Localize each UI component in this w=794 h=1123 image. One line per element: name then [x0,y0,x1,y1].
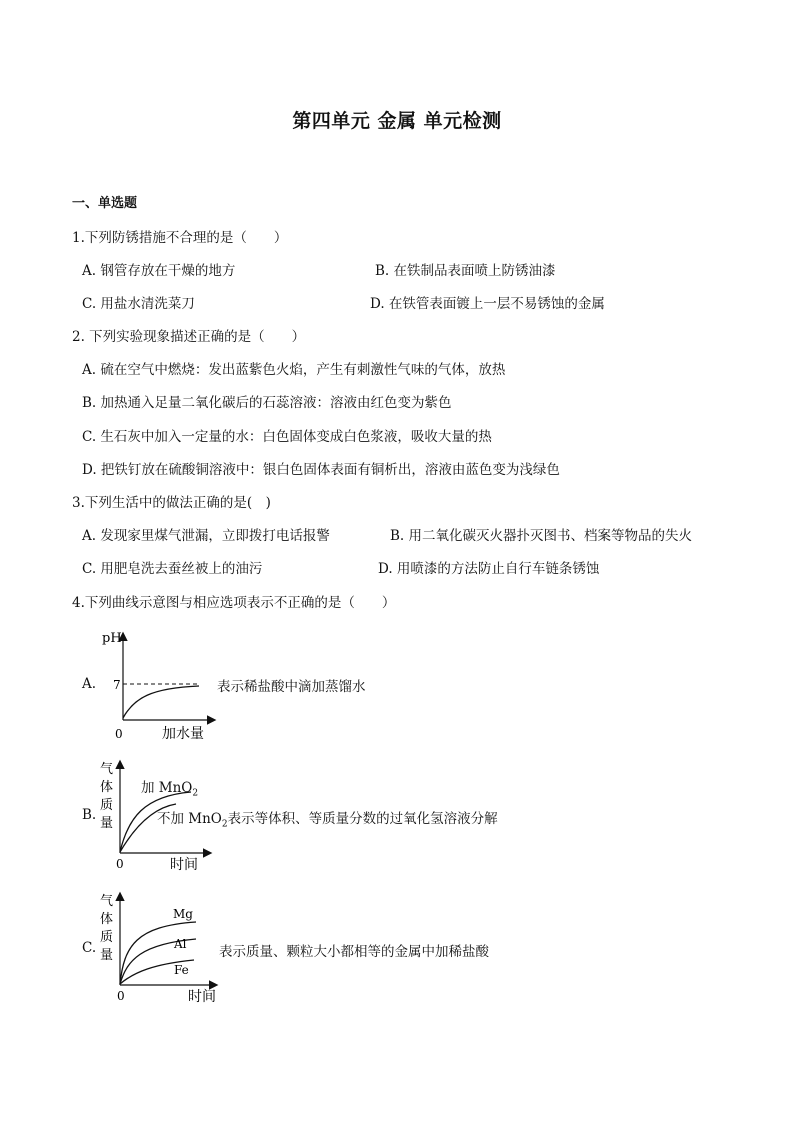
page-title: 第四单元 金属 单元检测 [292,110,502,132]
graph-a-ylabel: pH [102,631,122,646]
question-2-stem: 2. 下列实验现象描述正确的是（ ） [72,329,306,345]
question-2-option-b[interactable]: B. 加热通入足量二氧化碳后的石蕊溶液：溶液由红色变为紫色 [82,395,452,411]
svg-text:气: 气 [100,894,114,909]
question-3-option-a[interactable]: A. 发现家里煤气泄漏，立即拨打电话报警 [82,528,330,544]
question-3-option-c[interactable]: C. 用肥皂洗去蚕丝被上的油污 [82,561,263,577]
svg-text:质: 质 [100,930,114,945]
question-1-option-d[interactable]: D. 在铁管表面镀上一层不易锈蚀的金属 [370,296,605,312]
graph-a [96,622,226,744]
svg-text:气: 气 [100,762,114,777]
question-1-option-a[interactable]: A. 钢管存放在干燥的地方 [82,263,236,279]
question-4-option-a-letter[interactable]: A. [82,676,97,692]
graph-c-xlabel: 时间 [188,989,216,1005]
graph-c-ylabel [100,894,113,963]
graph-b-origin: 0 [116,857,124,871]
question-2-option-c[interactable]: C. 生石灰中加入一定量的水：白色固体变成白色浆液，吸收大量的热 [82,429,492,445]
question-2-option-a[interactable]: A. 硫在空气中燃烧：发出蓝紫色火焰，产生有刺激性气味的气体，放热 [82,362,506,378]
section-heading: 一、单选题 [72,196,138,211]
svg-text:量: 量 [100,948,114,963]
question-2-option-d[interactable]: D. 把铁钉放在硫酸铜溶液中：银白色固体表面有铜析出，溶液由蓝色变为浅绿色 [82,462,560,478]
question-4-stem: 4.下列曲线示意图与相应选项表示不正确的是（ ） [72,595,396,611]
question-1-stem: 1.下列防锈措施不合理的是（ ） [72,230,288,246]
question-4-option-b-letter[interactable]: B. [82,807,97,823]
graph-a-xlabel: 加水量 [162,726,204,742]
graph-a-caption: 表示稀盐酸中滴加蒸馏水 [217,679,366,695]
graph-c-label-fe: Fe [174,963,189,977]
question-1-option-c[interactable]: C. 用盐水清洗菜刀 [82,296,195,312]
graph-a-origin: 0 [115,727,123,741]
graph-a-tick-7: 7 [113,678,121,692]
graph-c-label-mg: Mg [173,907,193,921]
svg-text:质: 质 [100,798,114,813]
svg-text:体: 体 [100,780,114,795]
graph-c-caption: 表示质量、颗粒大小都相等的金属中加稀盐酸 [219,944,489,960]
question-3-option-b[interactable]: B. 用二氧化碳灭火器扑灭图书、档案等物品的失火 [390,528,693,544]
graph-b-caption: 不加 MnO$_2$表示等体积、等质量分数的过氧化氢溶液分解 [157,811,498,830]
graph-c-label-al: Al [174,937,187,951]
question-3-stem: 3.下列生活中的做法正确的是( ) [72,495,271,511]
graph-c [96,888,226,1006]
svg-text:量: 量 [100,816,114,831]
graph-b-ylabel [100,762,113,831]
graph-c-origin: 0 [117,989,125,1003]
graph-a-curve [123,686,199,718]
svg-text:体: 体 [100,912,114,927]
graph-b-label-with-catalyst: 加 MnO$_2$ [141,780,199,799]
question-3-option-d[interactable]: D. 用喷漆的方法防止自行车链条锈蚀 [378,561,600,577]
question-1-option-b[interactable]: B. 在铁制品表面喷上防锈油漆 [375,263,556,279]
question-4-option-c-letter[interactable]: C. [82,940,97,956]
graph-b-xlabel: 时间 [170,857,198,873]
